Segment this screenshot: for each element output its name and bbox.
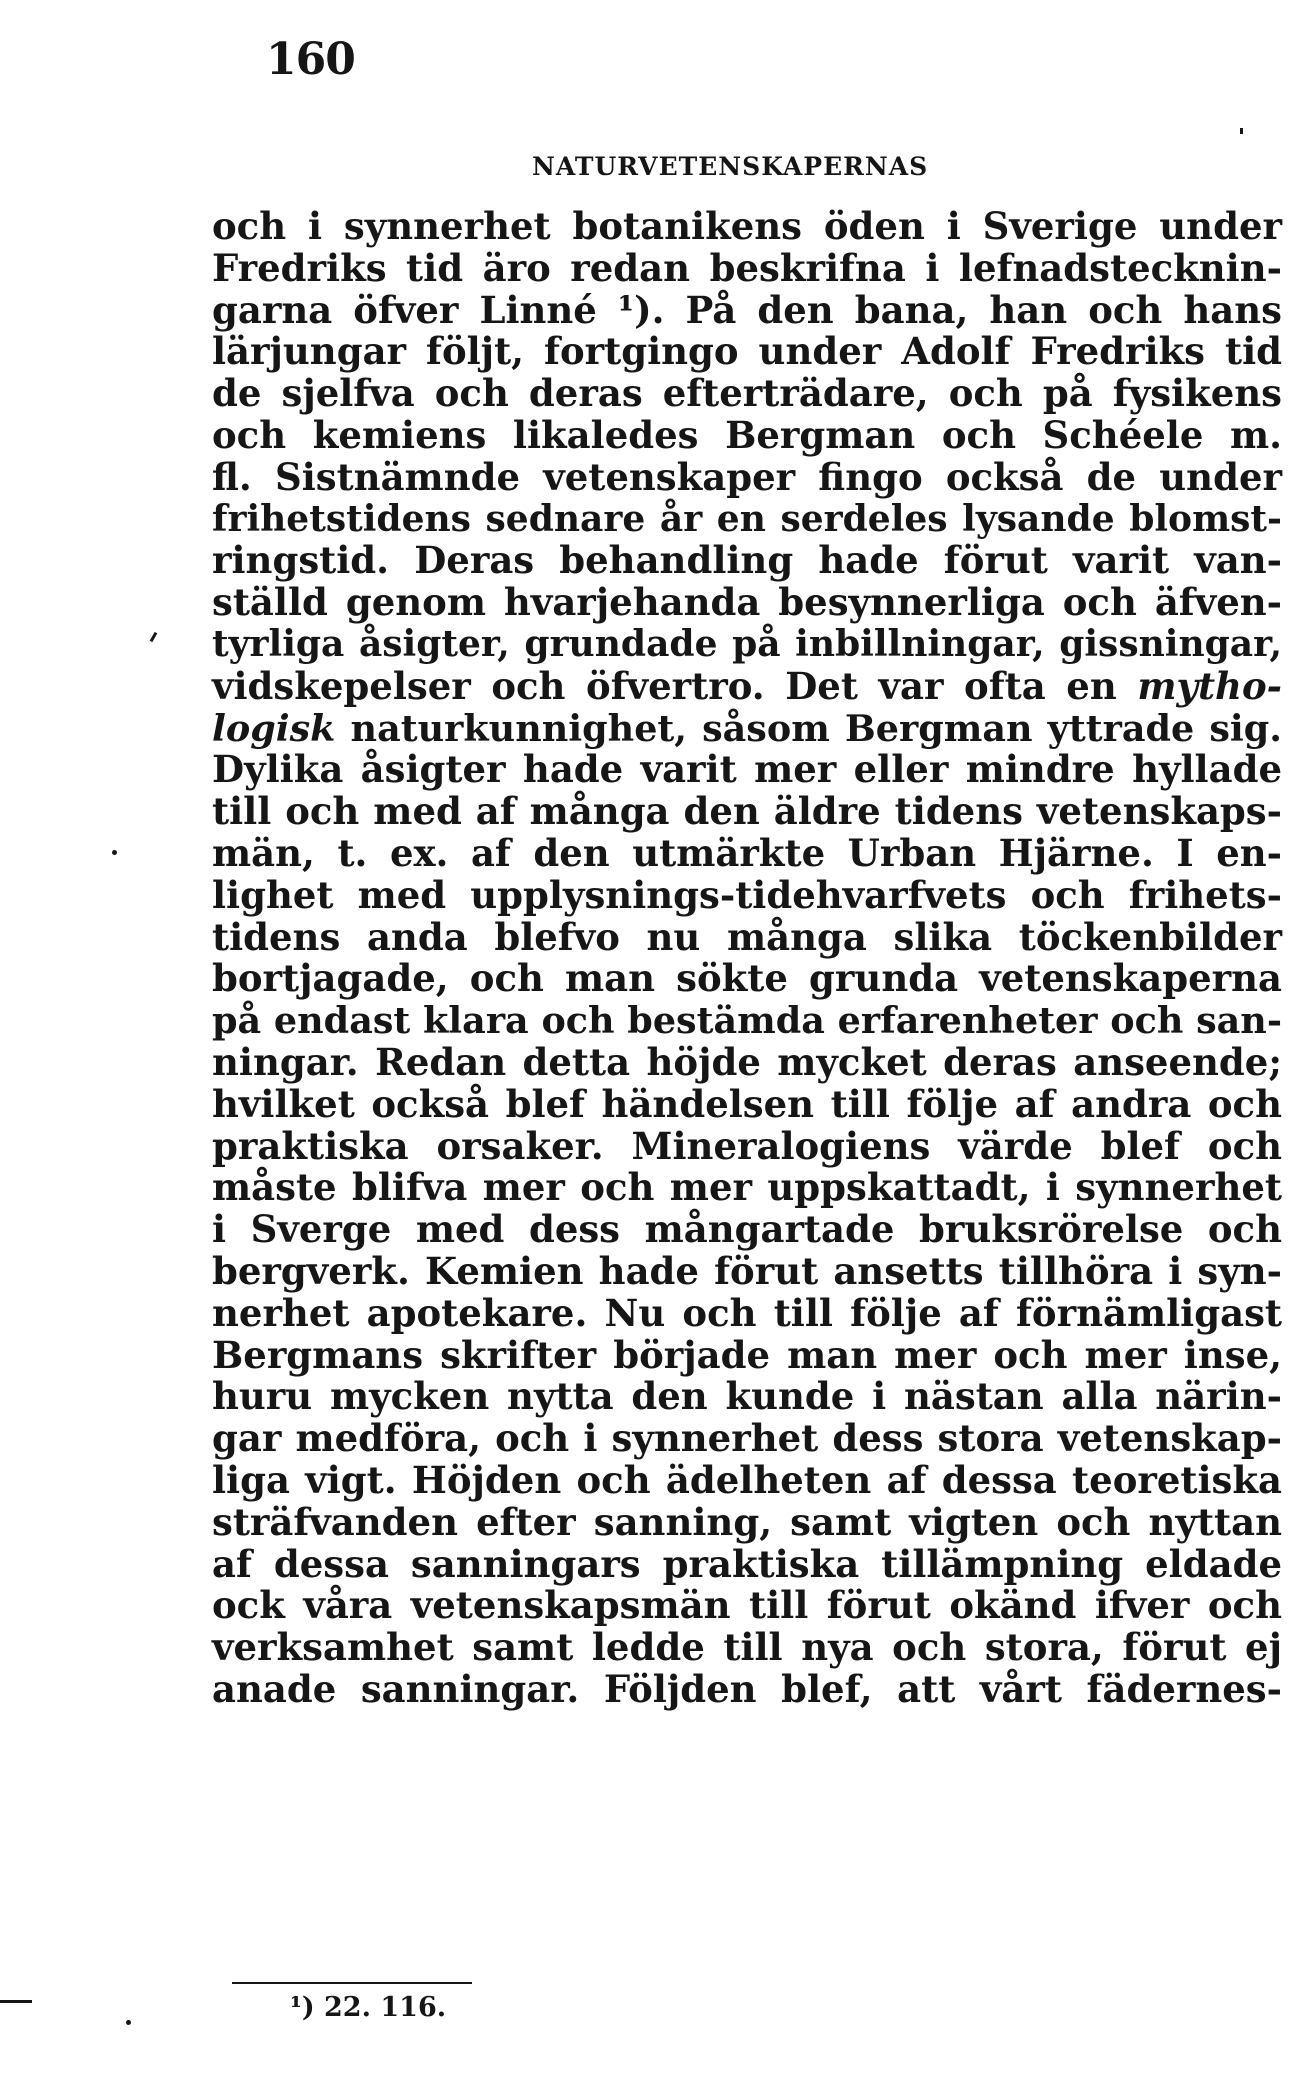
- text-line: Dylika åsigter hade varit mer eller mindre hyllade: [212, 747, 1282, 792]
- italic-word: mytho-: [1137, 663, 1282, 708]
- footnote: ¹) 22. 116.: [290, 1992, 447, 2023]
- running-head: NATURVETENSKAPERNAS: [532, 152, 929, 181]
- text-line: bortjagade, och man sökte grunda vetenskaperna: [212, 956, 1282, 1001]
- italic-word: logisk: [212, 706, 336, 750]
- text-line: tyrliga åsigter, grundade på inbillningar, gissningar,: [212, 622, 1282, 665]
- text-line: liga vigt. Höjden och ädelheten af dessa teoretiska: [212, 1457, 1282, 1502]
- text-line: ringstid. Deras behandling hade förut varit van-: [212, 538, 1282, 583]
- body-text: [212, 206, 1282, 1711]
- text-line: bergverk. Kemien hade förut ansetts tillhöra i syn-: [212, 1248, 1282, 1293]
- text-line: i Sverge med dess mångartade bruksrörelse och: [212, 1207, 1282, 1252]
- text-line: anade sanningar. Följden blef, att vårt fädernes-: [212, 1666, 1282, 1711]
- text-line: garna öfver Linné ¹). På den bana, han och hans: [212, 287, 1282, 332]
- text-line: de sjelfva och deras efterträdare, och på fysikens: [212, 371, 1282, 416]
- page-number: 160: [266, 34, 355, 85]
- text-line: ock våra vetenskapsmän till förut okänd ifver och: [212, 1583, 1282, 1628]
- text-line: sträfvanden efter sanning, samt vigten och nyttan: [212, 1499, 1282, 1544]
- text-line: praktiska orsaker. Mineralogiens värde blef och: [212, 1123, 1282, 1168]
- text-line: verksamhet samt ledde till nya och stora, förut ej: [212, 1625, 1282, 1670]
- margin-dash-mark: [0, 2000, 32, 2003]
- text-line: frihetstidens sednare år en serdeles lysande blomst-: [212, 497, 1282, 540]
- text-line: nerhet apotekare. Nu och till följe af förnämligast: [212, 1290, 1282, 1335]
- text-line: tidens anda blefvo nu många slika töckenbilder: [212, 914, 1282, 959]
- margin-dot-mark: [126, 2020, 131, 2025]
- text-line: till och med af många den äldre tidens vetenskaps-: [212, 789, 1282, 834]
- text-line: och i synnerhet botanikens öden i Sverige under: [212, 204, 1282, 248]
- text-line: huru mycken nytta den kunde i nästan alla närin-: [212, 1374, 1282, 1419]
- footnote-rule: [232, 1982, 472, 1984]
- text-line: ställd genom hvarjehanda besynnerliga och äfven-: [212, 580, 1282, 625]
- text-line: lighet med upplysnings-tidehvarfvets och frihets-: [212, 872, 1282, 917]
- text-line: måste blifva mer och mer uppskattadt, i synnerhet: [212, 1165, 1282, 1210]
- text-line: Fredriks tid äro redan beskrifna i lefnadstecknin-: [212, 245, 1282, 290]
- text-line: hvilket också blef händelsen till följe af andra och: [212, 1081, 1282, 1126]
- text-line: gar medföra, och i synnerhet dess stora vetenskap-: [212, 1416, 1282, 1461]
- text-line: vidskepelser och öfvertro. Det var ofta en mytho-: [212, 663, 1282, 708]
- text-line: Bergmans skrifter började man mer och mer inse,: [212, 1332, 1282, 1377]
- text-line: lärjungar följt, fortgingo under Adolf Fredriks tid: [212, 329, 1282, 374]
- text-line: fl. Sistnämnde vetenskaper fingo också de under: [212, 454, 1282, 499]
- text-line: ningar. Redan detta höjde mycket deras anseende;: [212, 1039, 1282, 1084]
- text-line: och kemiens likaledes Bergman och Schéele m.: [212, 412, 1282, 457]
- margin-tick-mark: [150, 632, 158, 642]
- text-line: män, t. ex. af den utmärkte Urban Hjärne. I en-: [212, 830, 1282, 875]
- text-line: på endast klara och bestämda erfarenheter och san-: [212, 999, 1282, 1043]
- margin-dot-mark: [1240, 128, 1243, 134]
- text-line: logisk naturkunnighet, såsom Bergman yttrade sig.: [212, 706, 1282, 750]
- text-line: af dessa sanningars praktiska tillämpning eldade: [212, 1541, 1282, 1586]
- margin-dot-mark: [112, 850, 117, 855]
